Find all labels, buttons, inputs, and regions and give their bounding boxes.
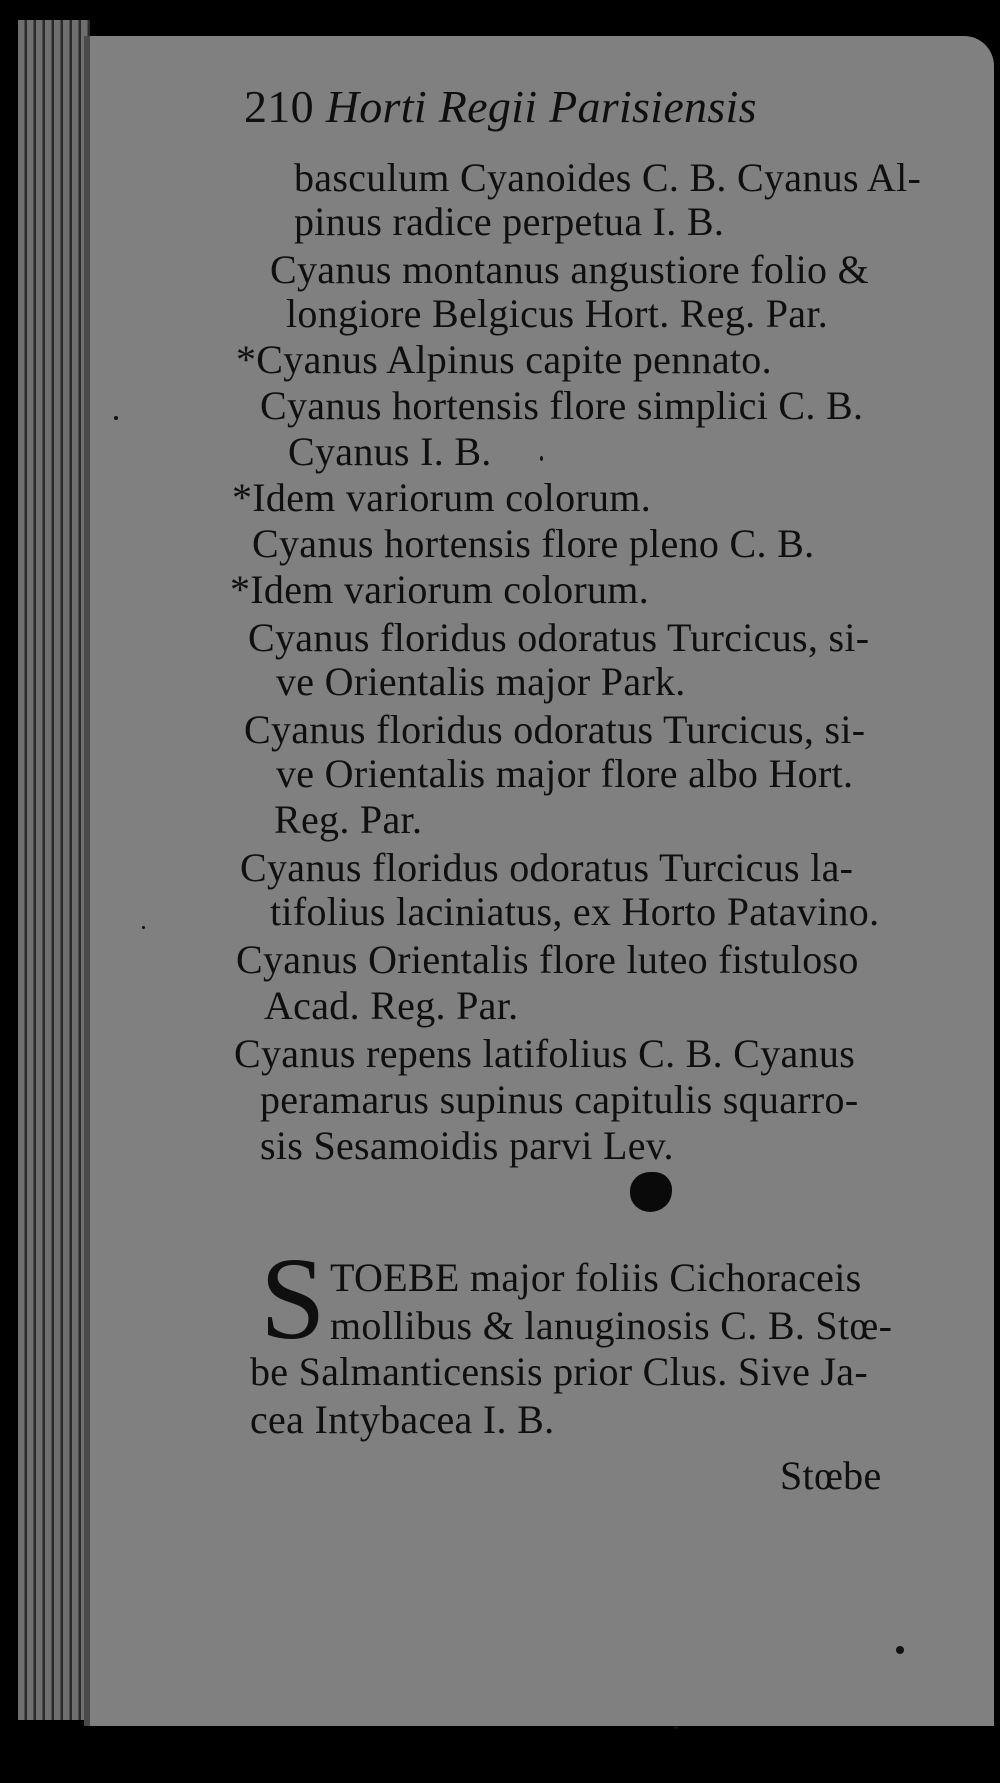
book-spine [18, 20, 90, 1720]
text-line: Cyanus I. B. [288, 429, 492, 474]
ink-blot [630, 1172, 672, 1212]
stoebe-line: TOEBE major foliis Cichoraceis [330, 1255, 862, 1300]
running-header [244, 80, 757, 133]
running-title: Horti Regii Parisiensis [325, 81, 757, 132]
book-page [84, 36, 994, 1726]
text-line: sis Sesamoidis parvi Lev. [260, 1123, 674, 1168]
drop-cap: S [260, 1233, 326, 1364]
stoebe-line: be Salmanticensis prior Clus. Sive Ja- [250, 1349, 868, 1394]
text-line: *Idem variorum colorum. [232, 475, 652, 520]
text-line: pinus radice perpetua I. B. [294, 199, 725, 244]
text-line: Cyanus hortensis flore pleno C. B. [252, 521, 815, 566]
text-line: longiore Belgicus Hort. Reg. Par. [286, 291, 829, 336]
text-line: ve Orientalis major Park. [276, 659, 686, 704]
text-line: ve Orientalis major flore albo Hort. [276, 751, 854, 796]
text-line: *Cyanus Alpinus capite pennato. [236, 337, 772, 382]
text-line: Cyanus floridus odoratus Turcicus, si- [248, 615, 870, 660]
page-text [84, 36, 994, 1726]
text-line: Cyanus Orientalis flore luteo fistuloso [236, 937, 859, 982]
text-line: peramarus supinus capitulis squarro- [260, 1077, 859, 1122]
catchword: Stœbe [780, 1453, 882, 1498]
text-line: *Idem variorum colorum. [230, 567, 650, 612]
text-line: Cyanus floridus odoratus Turcicus, si- [244, 707, 866, 752]
page-number: 210 [244, 81, 314, 132]
text-line: tifolius laciniatus, ex Horto Patavino. [270, 889, 880, 934]
text-line: Acad. Reg. Par. [264, 983, 519, 1028]
text-line: Cyanus floridus odoratus Turcicus la- [240, 845, 854, 890]
text-line: Cyanus montanus angustiore folio & [270, 247, 870, 292]
stoebe-line: mollibus & lanuginosis C. B. Stœ- [330, 1303, 893, 1348]
text-line: basculum Cyanoides C. B. Cyanus Al- [294, 155, 922, 200]
text-line: Reg. Par. [274, 797, 423, 842]
stoebe-line: cea Intybacea I. B. [250, 1397, 555, 1442]
text-line: Cyanus hortensis flore simplici C. B. [260, 383, 864, 428]
text-line: Cyanus repens latifolius C. B. Cyanus [234, 1031, 856, 1076]
